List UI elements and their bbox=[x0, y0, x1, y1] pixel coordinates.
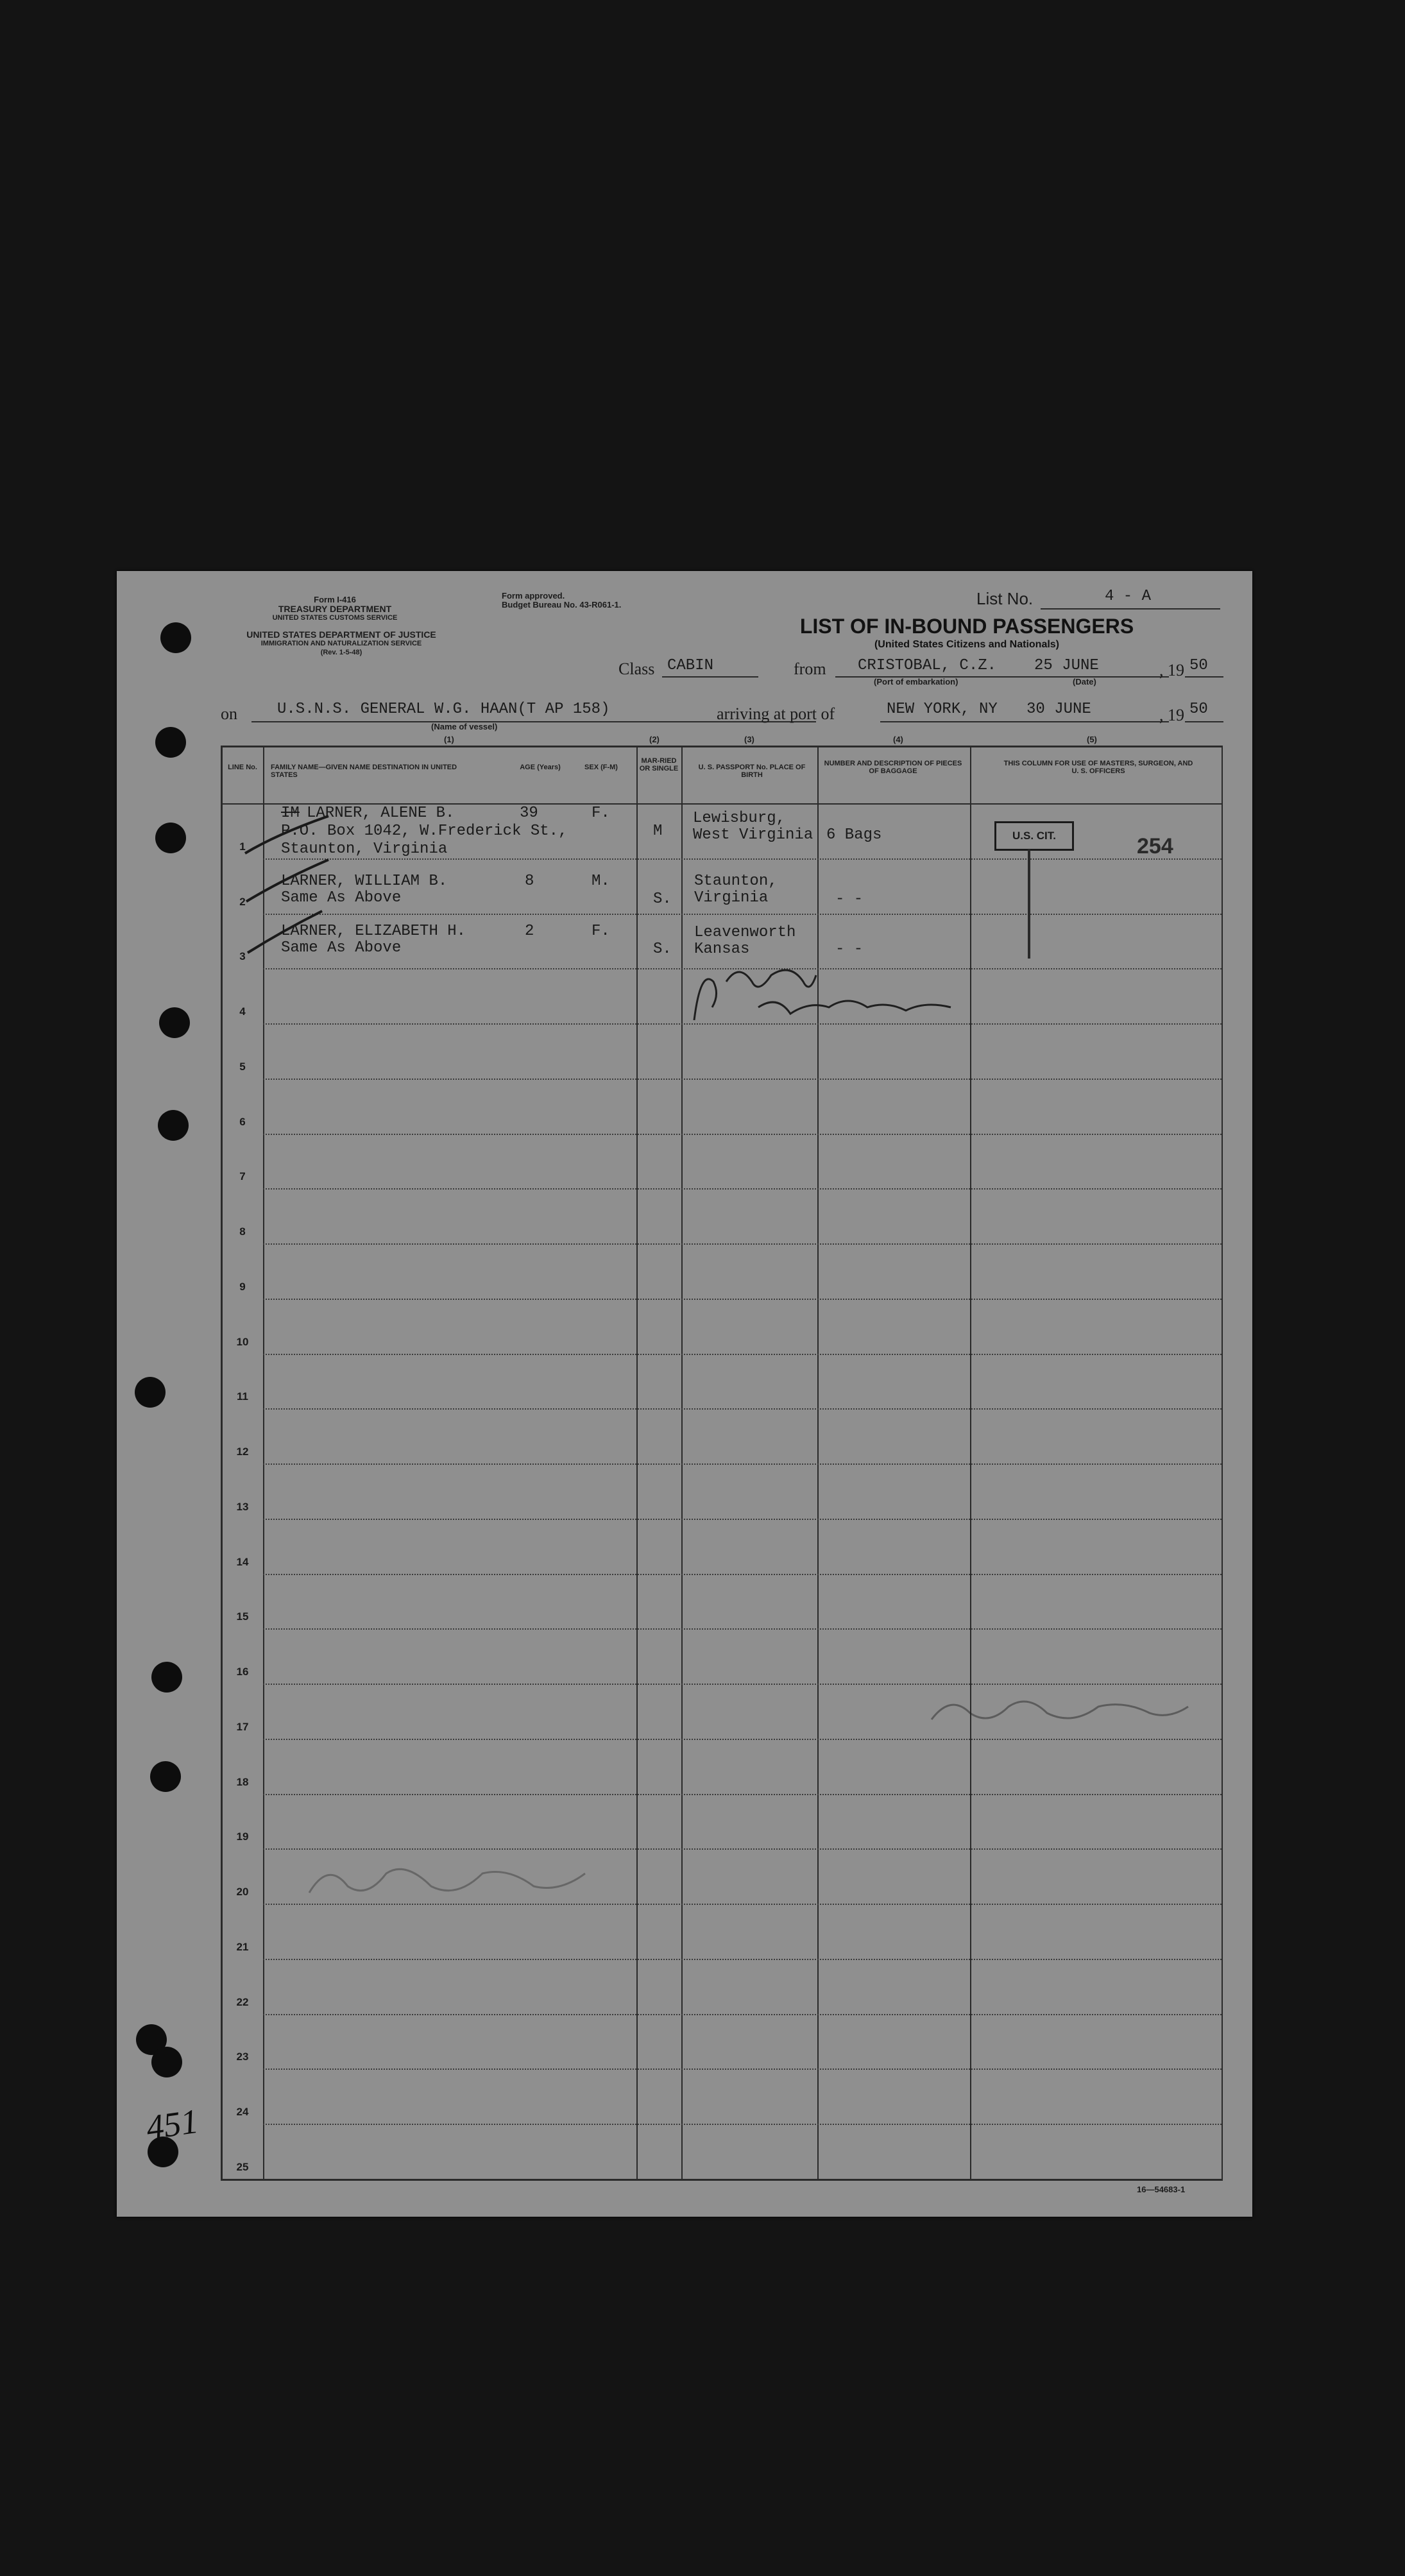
punch-hole bbox=[155, 823, 186, 853]
passenger-birth-2: West Virginia bbox=[693, 826, 813, 844]
punch-hole bbox=[151, 1662, 182, 1693]
col-header-baggage: NUMBER AND DESCRIPTION OF PIECES OF BAGGAGE bbox=[824, 760, 962, 775]
passenger-age: 39 bbox=[520, 805, 538, 822]
passenger-marital: S. bbox=[653, 941, 672, 958]
class-value: CABIN bbox=[667, 657, 714, 674]
col-number-3: (3) bbox=[744, 735, 754, 744]
arrival-date: 30 JUNE bbox=[1026, 701, 1091, 718]
inspector-signature bbox=[681, 956, 976, 1033]
row-number: 20 bbox=[236, 1886, 249, 1898]
passenger-age: 8 bbox=[525, 873, 534, 890]
row-divider bbox=[263, 1243, 1222, 1245]
row-number: 13 bbox=[236, 1501, 249, 1513]
col-header-line-no: LINE No. bbox=[228, 763, 257, 771]
on-label: on bbox=[221, 704, 237, 723]
passenger-sex: F. bbox=[592, 805, 610, 822]
revision: (Rev. 1-5-48) bbox=[320, 649, 362, 656]
row-divider bbox=[263, 1794, 1222, 1795]
passenger-marital: M bbox=[653, 823, 663, 840]
print-code: 16—54683-1 bbox=[1137, 2185, 1186, 2194]
passenger-birth-1: Leavenworth bbox=[694, 924, 796, 941]
row-number: 25 bbox=[236, 2161, 249, 2173]
ins-title: IMMIGRATION AND NATURALIZATION SERVICE bbox=[260, 640, 422, 647]
row-number: 23 bbox=[236, 2051, 249, 2063]
passenger-birth-1: Staunton, bbox=[694, 873, 778, 890]
punch-hole bbox=[160, 622, 191, 653]
year-prefix-departure: , 19 bbox=[1159, 661, 1184, 679]
row-number: 22 bbox=[236, 1996, 249, 2008]
row-number: 2 bbox=[239, 896, 246, 908]
col-number-2: (2) bbox=[649, 735, 660, 744]
vessel-name: U.S.N.S. GENERAL W.G. HAAN(T AP 158) bbox=[277, 701, 610, 718]
vessel-col-number: (1) bbox=[444, 735, 454, 744]
punch-hole bbox=[151, 2047, 182, 2077]
port-embarkation-caption: (Port of embarkation) bbox=[874, 677, 958, 687]
form-subtitle: (United States Citizens and Nationals) bbox=[874, 639, 1060, 650]
row-divider bbox=[263, 2124, 1222, 2125]
col-header-passport: U. S. PASSPORT No. PLACE OF BIRTH bbox=[698, 763, 806, 779]
passenger-address-1: Same As Above bbox=[281, 939, 402, 957]
bleed-through-signature bbox=[925, 1687, 1195, 1732]
passenger-list-form bbox=[117, 571, 1252, 2217]
form-approved: Form approved. bbox=[502, 591, 565, 601]
passenger-birth-2: Virginia bbox=[694, 889, 769, 907]
us-citizen-stamp: U.S. CIT. bbox=[994, 821, 1074, 851]
row-divider bbox=[263, 1079, 1222, 1080]
row-number: 17 bbox=[236, 1721, 249, 1733]
row-divider bbox=[263, 1188, 1222, 1190]
list-number-value: 4 - A bbox=[1105, 588, 1152, 605]
row-number: 15 bbox=[236, 1610, 249, 1623]
margin-handwritten-number: 451 bbox=[144, 2101, 201, 2147]
passenger-sex: M. bbox=[592, 873, 610, 890]
year-prefix-arrival: , 19 bbox=[1159, 706, 1184, 724]
row-number: 5 bbox=[239, 1061, 246, 1073]
row-divider bbox=[263, 1848, 1222, 1850]
row-divider bbox=[263, 1299, 1222, 1300]
col-header-age: AGE (Years) bbox=[520, 763, 561, 771]
form-title: LIST OF IN-BOUND PASSENGERS bbox=[799, 615, 1134, 638]
row-number: 6 bbox=[239, 1116, 246, 1128]
passenger-age: 2 bbox=[525, 923, 534, 940]
col-header-married: MAR-RIED OR SINGLE bbox=[639, 757, 679, 772]
form-approval-block bbox=[502, 592, 621, 610]
row-divider bbox=[263, 1354, 1222, 1355]
passenger-name: LARNER, WILLIAM B. bbox=[281, 873, 448, 890]
punch-hole bbox=[135, 1377, 166, 1408]
row-divider bbox=[263, 1463, 1222, 1465]
treasury-dept: TREASURY DEPARTMENT bbox=[278, 604, 392, 614]
col-header-name: FAMILY NAME—GIVEN NAME DESTINATION IN UNITED STATES bbox=[271, 763, 457, 779]
row-number: 11 bbox=[237, 1390, 248, 1403]
row-number: 1 bbox=[239, 840, 246, 853]
budget-bureau: Budget Bureau No. 43-R061-1. bbox=[502, 600, 622, 610]
row-number: 7 bbox=[239, 1170, 246, 1182]
row-divider bbox=[263, 1574, 1222, 1575]
punch-hole bbox=[159, 1007, 190, 1038]
punch-hole bbox=[158, 1110, 189, 1141]
row-divider bbox=[263, 1959, 1222, 1960]
bleed-through-signature bbox=[303, 1854, 598, 1906]
row-divider bbox=[263, 914, 1222, 915]
punch-hole bbox=[155, 727, 186, 758]
row-divider bbox=[263, 2068, 1222, 2070]
date-caption: (Date) bbox=[1073, 677, 1096, 687]
from-label: from bbox=[794, 660, 826, 678]
year-arrival: 50 bbox=[1189, 701, 1208, 718]
passenger-baggage: - - bbox=[835, 941, 864, 958]
row-number: 12 bbox=[236, 1446, 249, 1458]
row-divider bbox=[263, 1408, 1222, 1410]
passenger-address-2: Staunton, Virginia bbox=[281, 840, 448, 858]
passenger-baggage: 6 Bags bbox=[826, 826, 882, 844]
col-number-4: (4) bbox=[893, 735, 903, 744]
passenger-marital: S. bbox=[653, 891, 672, 908]
row-number: 8 bbox=[239, 1225, 246, 1238]
stamp-number: 254 bbox=[1137, 834, 1173, 858]
row-number: 18 bbox=[236, 1776, 249, 1788]
row-number: 3 bbox=[239, 950, 246, 962]
row-number: 10 bbox=[236, 1336, 249, 1348]
row-number: 21 bbox=[236, 1941, 249, 1953]
row-divider bbox=[263, 1134, 1222, 1135]
passenger-name: LARNER, ALENE B. bbox=[307, 805, 455, 822]
year-departure: 50 bbox=[1189, 657, 1208, 674]
row-divider bbox=[263, 1684, 1222, 1685]
list-number-label: List No. bbox=[976, 589, 1034, 608]
arrival-port: NEW YORK, NY bbox=[887, 701, 998, 718]
vessel-caption: (Name of vessel) bbox=[431, 722, 498, 731]
row-divider bbox=[263, 1519, 1222, 1520]
form-number-block bbox=[271, 595, 399, 622]
customs-service: UNITED STATES CUSTOMS SERVICE bbox=[272, 614, 398, 622]
passenger-birth-2: Kansas bbox=[694, 941, 750, 958]
row-number: 14 bbox=[236, 1556, 249, 1568]
check-marks bbox=[239, 808, 405, 982]
passenger-sex: F. bbox=[592, 923, 610, 940]
passenger-birth-1: Lewisburg, bbox=[693, 810, 786, 827]
punch-hole bbox=[150, 1761, 181, 1792]
col-header-officers: THIS COLUMN FOR USE OF MASTERS, SURGEON, AND U. S. OFFICERS bbox=[1003, 760, 1193, 775]
row-number: 16 bbox=[236, 1666, 249, 1678]
row-number: 19 bbox=[236, 1830, 249, 1843]
from-value: CRISTOBAL, C.Z. bbox=[858, 657, 997, 674]
col-number-5: (5) bbox=[1087, 735, 1097, 744]
passenger-baggage: - - bbox=[835, 891, 864, 908]
row-divider bbox=[263, 1739, 1222, 1740]
doj-title: UNITED STATES DEPARTMENT OF JUSTICE bbox=[246, 629, 436, 640]
passenger-address-1: Same As Above bbox=[281, 889, 402, 907]
doj-block bbox=[219, 630, 463, 657]
row-divider bbox=[263, 2014, 1222, 2015]
row-divider bbox=[263, 1628, 1222, 1630]
struck-prefix: IM bbox=[281, 805, 300, 822]
row-number: 24 bbox=[236, 2106, 249, 2118]
form-number: Form I-416 bbox=[314, 595, 356, 604]
col-header-sex: SEX (F-M) bbox=[584, 763, 618, 771]
row-number: 9 bbox=[239, 1281, 246, 1293]
passenger-name: LARNER, ELIZABETH H. bbox=[281, 923, 466, 940]
row-divider bbox=[263, 858, 1222, 860]
arriving-label: arriving at port of bbox=[717, 704, 835, 723]
passenger-address-1: P.O. Box 1042, W.Frederick St., bbox=[281, 823, 568, 840]
departure-date: 25 JUNE bbox=[1034, 657, 1099, 674]
row-number: 4 bbox=[239, 1005, 246, 1018]
class-label: Class bbox=[618, 660, 655, 678]
